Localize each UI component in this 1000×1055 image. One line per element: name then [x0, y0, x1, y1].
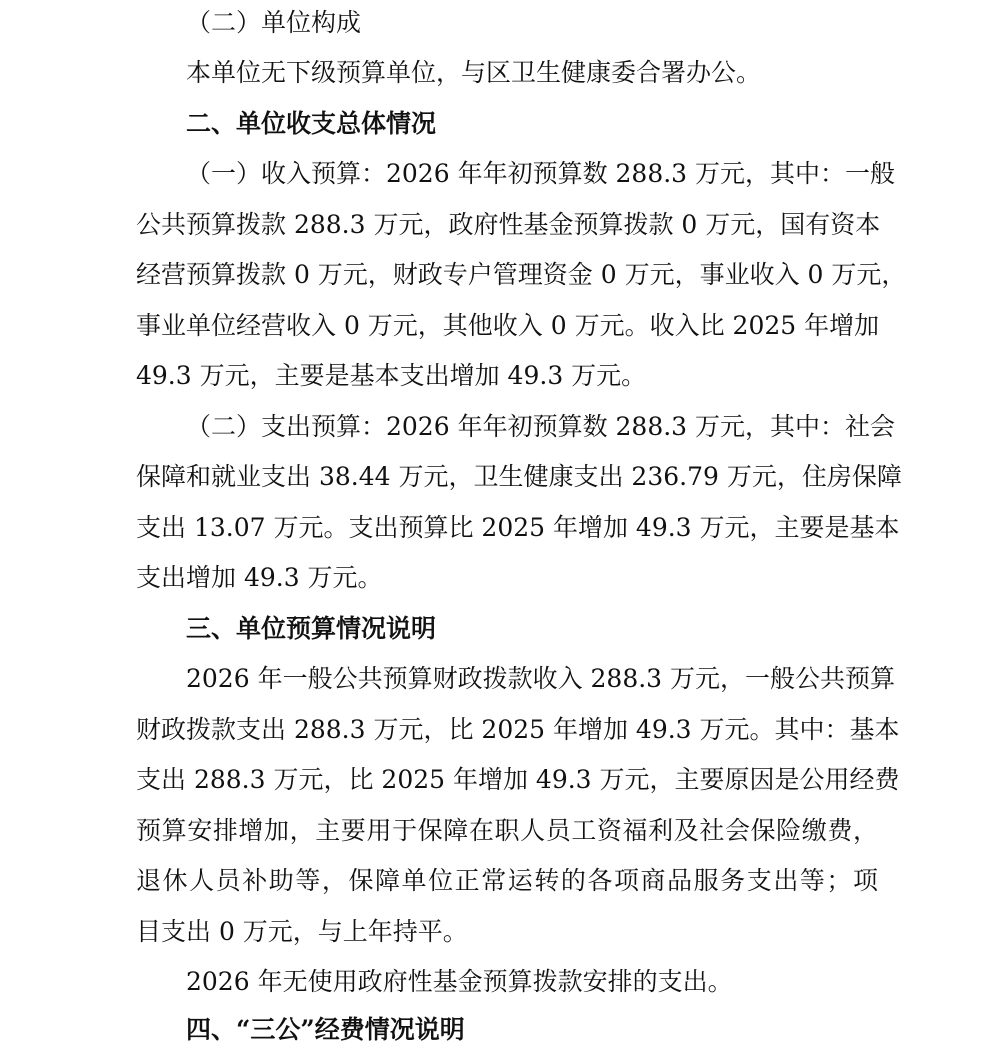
- income-paragraph-line-1: （一）收入预算：2026 年年初预算数 288.3 万元，其中：一般: [186, 159, 896, 188]
- heading-overall-income-expense: 二、单位收支总体情况: [186, 109, 437, 138]
- government-fund-note: 2026 年无使用政府性基金预算拨款安排的支出。: [186, 967, 733, 996]
- budget-paragraph-line-5: 退休人员补助等，保障单位正常运转的各项商品服务支出等；项: [136, 866, 878, 895]
- budget-paragraph-line-4: 预算安排增加，主要用于保障在职人员工资福利及社会保险缴费，: [136, 816, 878, 845]
- budget-paragraph-line-6: 目支出 0 万元，与上年持平。: [136, 917, 468, 946]
- expense-paragraph-line-4: 支出增加 49.3 万元。: [136, 563, 383, 592]
- income-paragraph-line-5: 49.3 万元，主要是基本支出增加 49.3 万元。: [136, 361, 647, 390]
- budget-paragraph-line-2: 财政拨款支出 288.3 万元，比 2025 年增加 49.3 万元。其中：基本: [136, 715, 900, 744]
- unit-description: 本单位无下级预算单位，与区卫生健康委合署办公。: [186, 58, 762, 87]
- expense-paragraph-line-1: （二）支出预算：2026 年年初预算数 288.3 万元，其中：社会: [186, 412, 896, 441]
- budget-paragraph-line-3: 支出 288.3 万元，比 2025 年增加 49.3 万元，主要原因是公用经费: [136, 765, 900, 794]
- income-paragraph-line-3: 经营预算拨款 0 万元，财政专户管理资金 0 万元，事业收入 0 万元，: [136, 260, 907, 289]
- section-subheading-unit-composition: （二）单位构成: [186, 8, 362, 37]
- expense-paragraph-line-3: 支出 13.07 万元。支出预算比 2025 年增加 49.3 万元，主要是基本: [136, 513, 900, 542]
- expense-paragraph-line-2: 保障和就业支出 38.44 万元，卫生健康支出 236.79 万元，住房保障: [136, 462, 902, 491]
- heading-unit-budget-explanation: 三、单位预算情况说明: [186, 614, 437, 643]
- income-paragraph-line-2: 公共预算拨款 288.3 万元，政府性基金预算拨款 0 万元，国有资本: [136, 210, 881, 239]
- budget-paragraph-line-1: 2026 年一般公共预算财政拨款收入 288.3 万元，一般公共预算: [186, 664, 896, 693]
- income-paragraph-line-4: 事业单位经营收入 0 万元，其他收入 0 万元。收入比 2025 年增加: [136, 311, 880, 340]
- heading-three-public-expenses: 四、“三公”经费情况说明: [186, 1015, 465, 1044]
